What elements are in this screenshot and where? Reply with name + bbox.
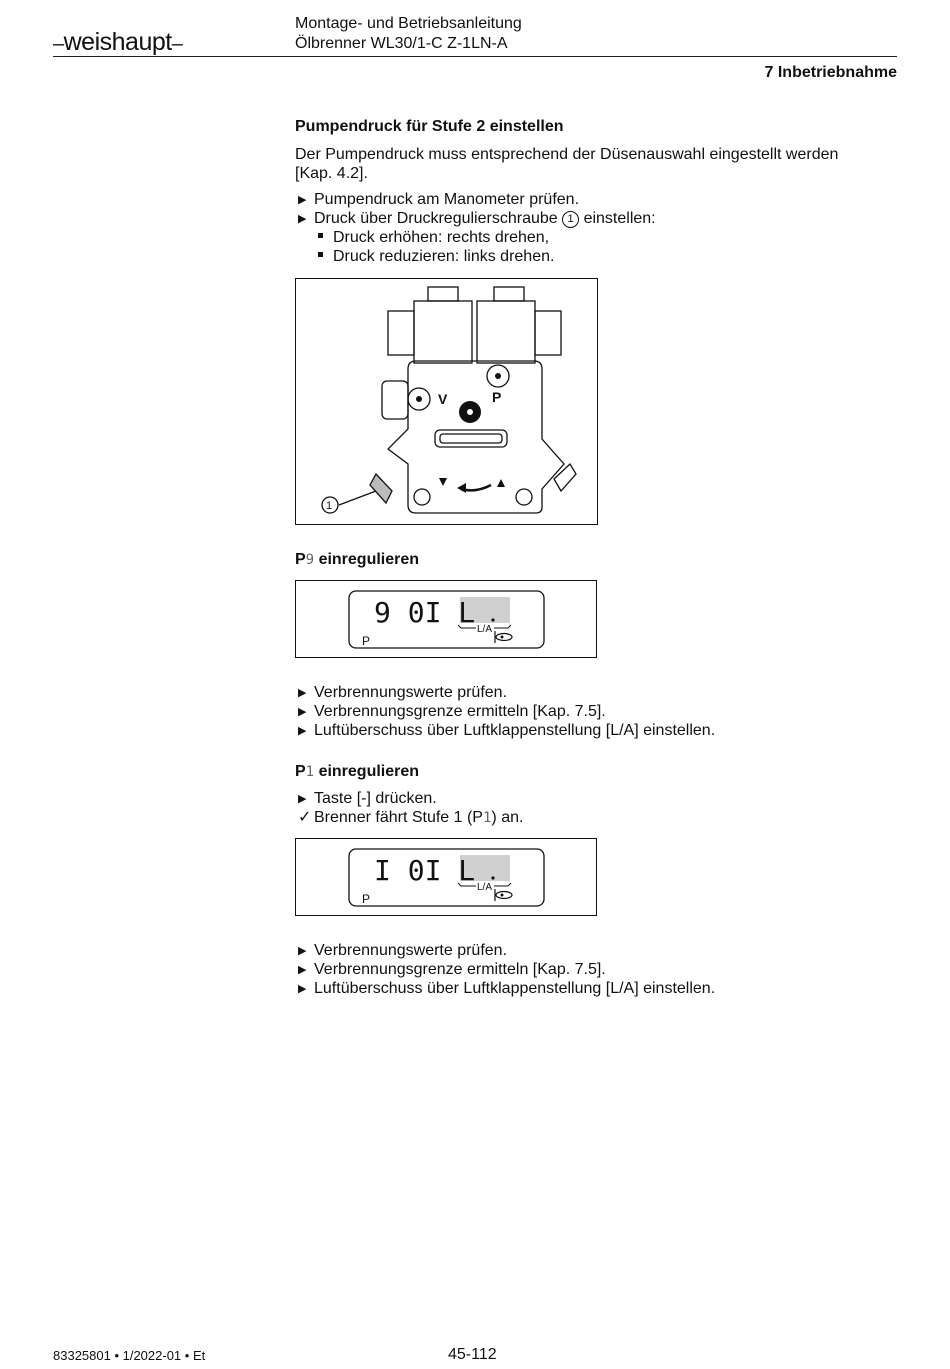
substep-increase: Druck erhöhen: rechts drehen,	[318, 229, 549, 247]
pump-figure	[295, 278, 598, 525]
section-heading-p9: P9 einregulieren	[295, 551, 420, 568]
display-figure-p1	[295, 838, 597, 916]
port-label-v: V	[438, 391, 448, 407]
lcd-display-p1	[296, 839, 596, 915]
step-combustion-values: ▶ Verbrennungswerte prüfen.	[298, 684, 508, 701]
step-combustion-values-2: ▶ Verbrennungswerte prüfen.	[298, 942, 508, 959]
lcd-p-label: P	[362, 892, 371, 906]
lcd-digits: 9 0I L	[374, 596, 476, 629]
step-adjust-pressure: ▶ Druck über Druckregulierschraube 1 einstellen:	[298, 210, 656, 227]
step-combustion-limit: ▶ Verbrennungsgrenze ermitteln [Kap. 7.5].	[298, 703, 606, 720]
step-combustion-limit-2: ▶ Verbrennungsgrenze ermitteln [Kap. 7.5].	[298, 961, 606, 978]
doc-title-line1: Montage- und Betriebsanleitung	[295, 15, 522, 32]
result-stage1: ✓ Brenner fährt Stufe 1 (P1) an.	[298, 809, 524, 826]
section-heading-pump-pressure: Pumpendruck für Stufe 2 einstellen	[295, 118, 564, 135]
step-check-manometer: ▶ Pumpendruck am Manometer prüfen.	[298, 191, 580, 208]
flame-icon	[495, 889, 512, 901]
section-heading-p1: P1 einregulieren	[295, 763, 420, 780]
lcd-digits: I 0I L	[374, 854, 476, 887]
step-excess-air: ▶ Luftüberschuss über Luftklappenstellung [L/A] einstellen.	[298, 722, 716, 739]
port-label-p: P	[492, 389, 502, 405]
weishaupt-logo: –weishaupt–	[53, 28, 183, 56]
step-press-minus: ▶ Taste [-] drücken.	[298, 790, 437, 807]
oil-pump-illustration	[296, 279, 597, 524]
lcd-p-label: P	[362, 634, 371, 648]
lcd-la-label: L/A	[477, 882, 493, 893]
footer-doc-number: 83325801 • 1/2022-01 • Et	[53, 1348, 206, 1363]
step-excess-air-2: ▶ Luftüberschuss über Luftklappenstellung [L/A] einstellen.	[298, 980, 716, 997]
chapter-title: 7 Inbetriebnahme	[764, 64, 897, 81]
flame-icon	[495, 631, 512, 643]
lcd-display-p9	[296, 581, 596, 657]
callout-number: 1	[562, 211, 579, 228]
lcd-la-label: L/A	[477, 624, 493, 635]
header-rule	[53, 56, 897, 57]
intro-paragraph: Der Pumpendruck muss entsprechend der Düsenauswahl eingestellt werden [Kap. 4.2].	[295, 146, 839, 182]
doc-title-line2: Ölbrenner WL30/1-C Z-1LN-A	[295, 35, 508, 52]
figure-callout-1: 1	[326, 500, 333, 512]
footer-page-number: 45-112	[448, 1346, 497, 1363]
substep-reduce: Druck reduzieren: links drehen.	[318, 248, 554, 266]
display-figure-p9	[295, 580, 597, 658]
